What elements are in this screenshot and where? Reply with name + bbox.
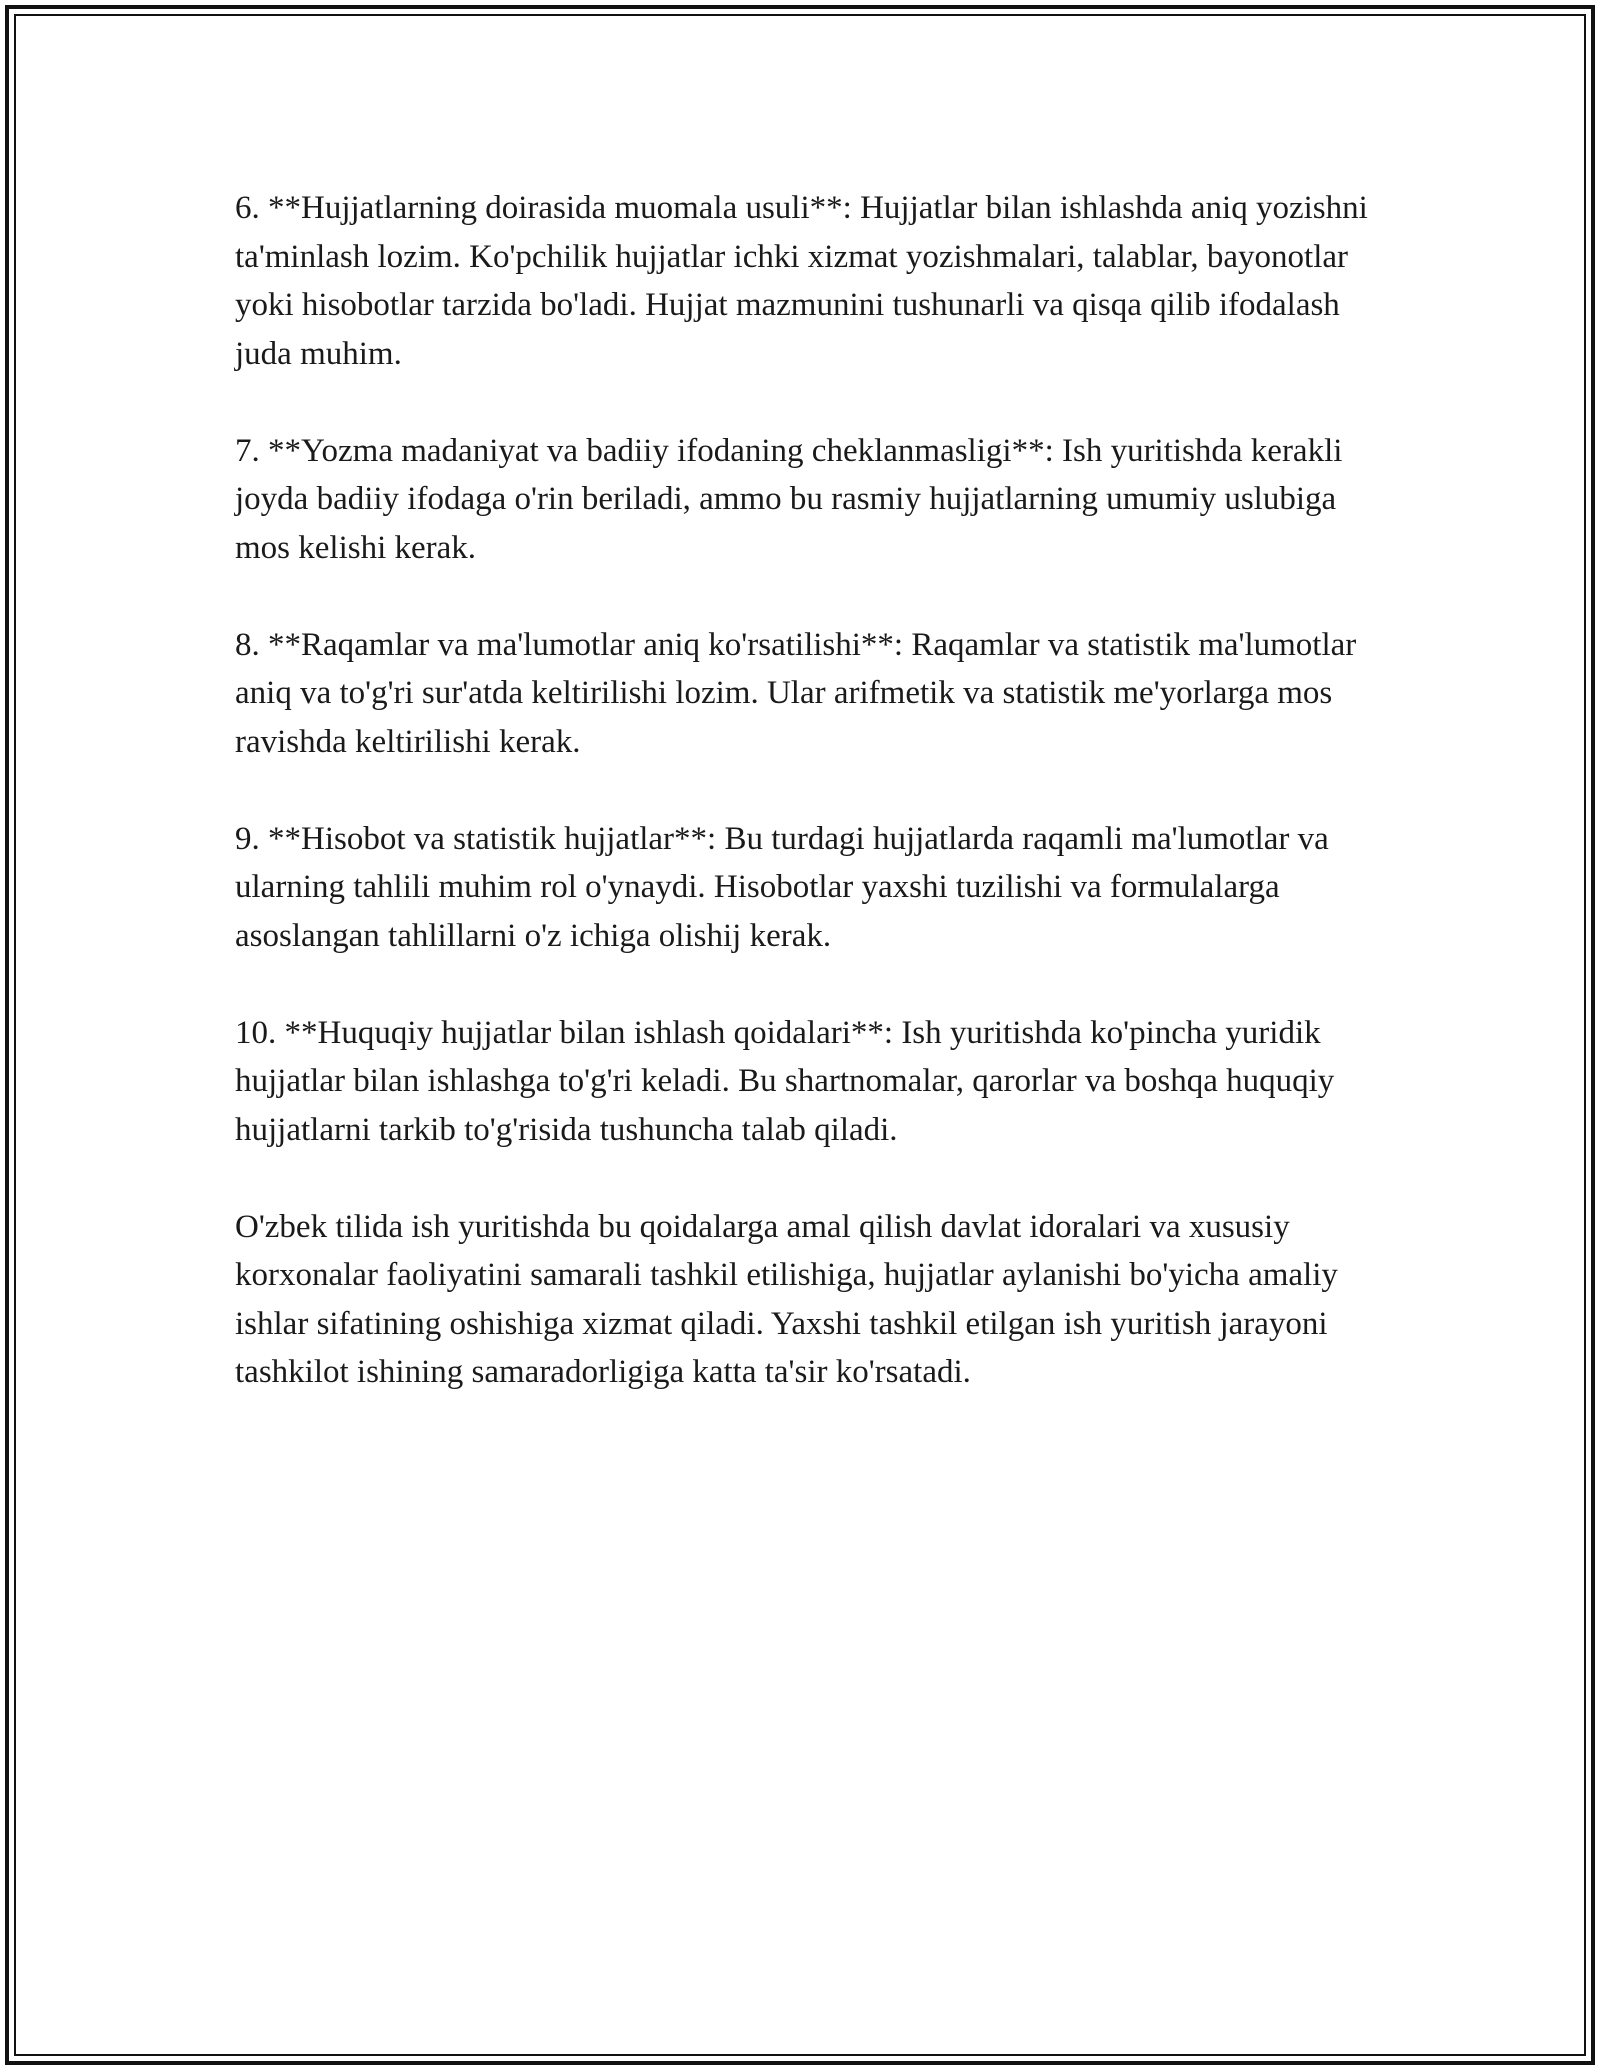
paragraph-conclusion: O'zbek tilida ish yuritishda bu qoidalarga amal qilish davlat idoralari va xususiy korxonalar faoliyatini samarali tashkil etilishiga, hujjatlar aylanishi bo'yicha amaliy ishlar sifatining oshishiga xizmat qiladi. Yaxshi tashkil etilgan ish yuritish jarayoni tashkilot ishining samaradorligiga katta ta'sir ko'rsatadi.: [235, 1208, 1338, 1390]
paragraph-item-6: 6. **Hujjatlarning doirasida muomala usuli**: Hujjatlar bilan ishlashda aniq yozishni ta'minlash lozim. Ko'pchilik hujjatlar ichki xizmat yozishmalari, talablar, bayonotlar yoki hisobotlar tarzida bo'ladi. Hujjat mazmunini tushunarli va qisqa qilib ifodalash juda muhim.: [235, 190, 1368, 372]
paragraph-item-7: 7. **Yozma madaniyat va badiiy ifodaning cheklanmasligi**: Ish yuritishda kerakli joyda badiiy ifodaga o'rin beriladi, ammo bu rasmiy hujjatlarning umumiy uslubiga mos kelishi kerak.: [235, 432, 1343, 566]
paragraph-item-9: 9. **Hisobot va statistik hujjatlar**: Bu turdagi hujjatlarda raqamli ma'lumotlar va ularning tahlili muhim rol o'ynaydi. Hisobotlar yaxshi tuzilishi va formulalarga asoslangan tahlillarni o'z ichiga olishij kerak.: [235, 820, 1329, 954]
document-body: [235, 184, 1395, 1445]
paragraph-item-10: 10. **Huquqiy hujjatlar bilan ishlash qoidalari**: Ish yuritishda ko'pincha yuridik hujjatlar bilan ishlashga to'g'ri keladi. Bu shartnomalar, qarorlar va boshqa huquqiy hujjatlarni tarkib to'g'risida tushuncha talab qiladi.: [235, 1014, 1335, 1148]
paragraph-item-8: 8. **Raqamlar va ma'lumotlar aniq ko'rsatilishi**: Raqamlar va statistik ma'lumotlar aniq va to'g'ri sur'atda keltirilishi lozim. Ular arifmetik va statistik me'yorlarga mos ravishda keltirilishi kerak.: [235, 626, 1357, 760]
